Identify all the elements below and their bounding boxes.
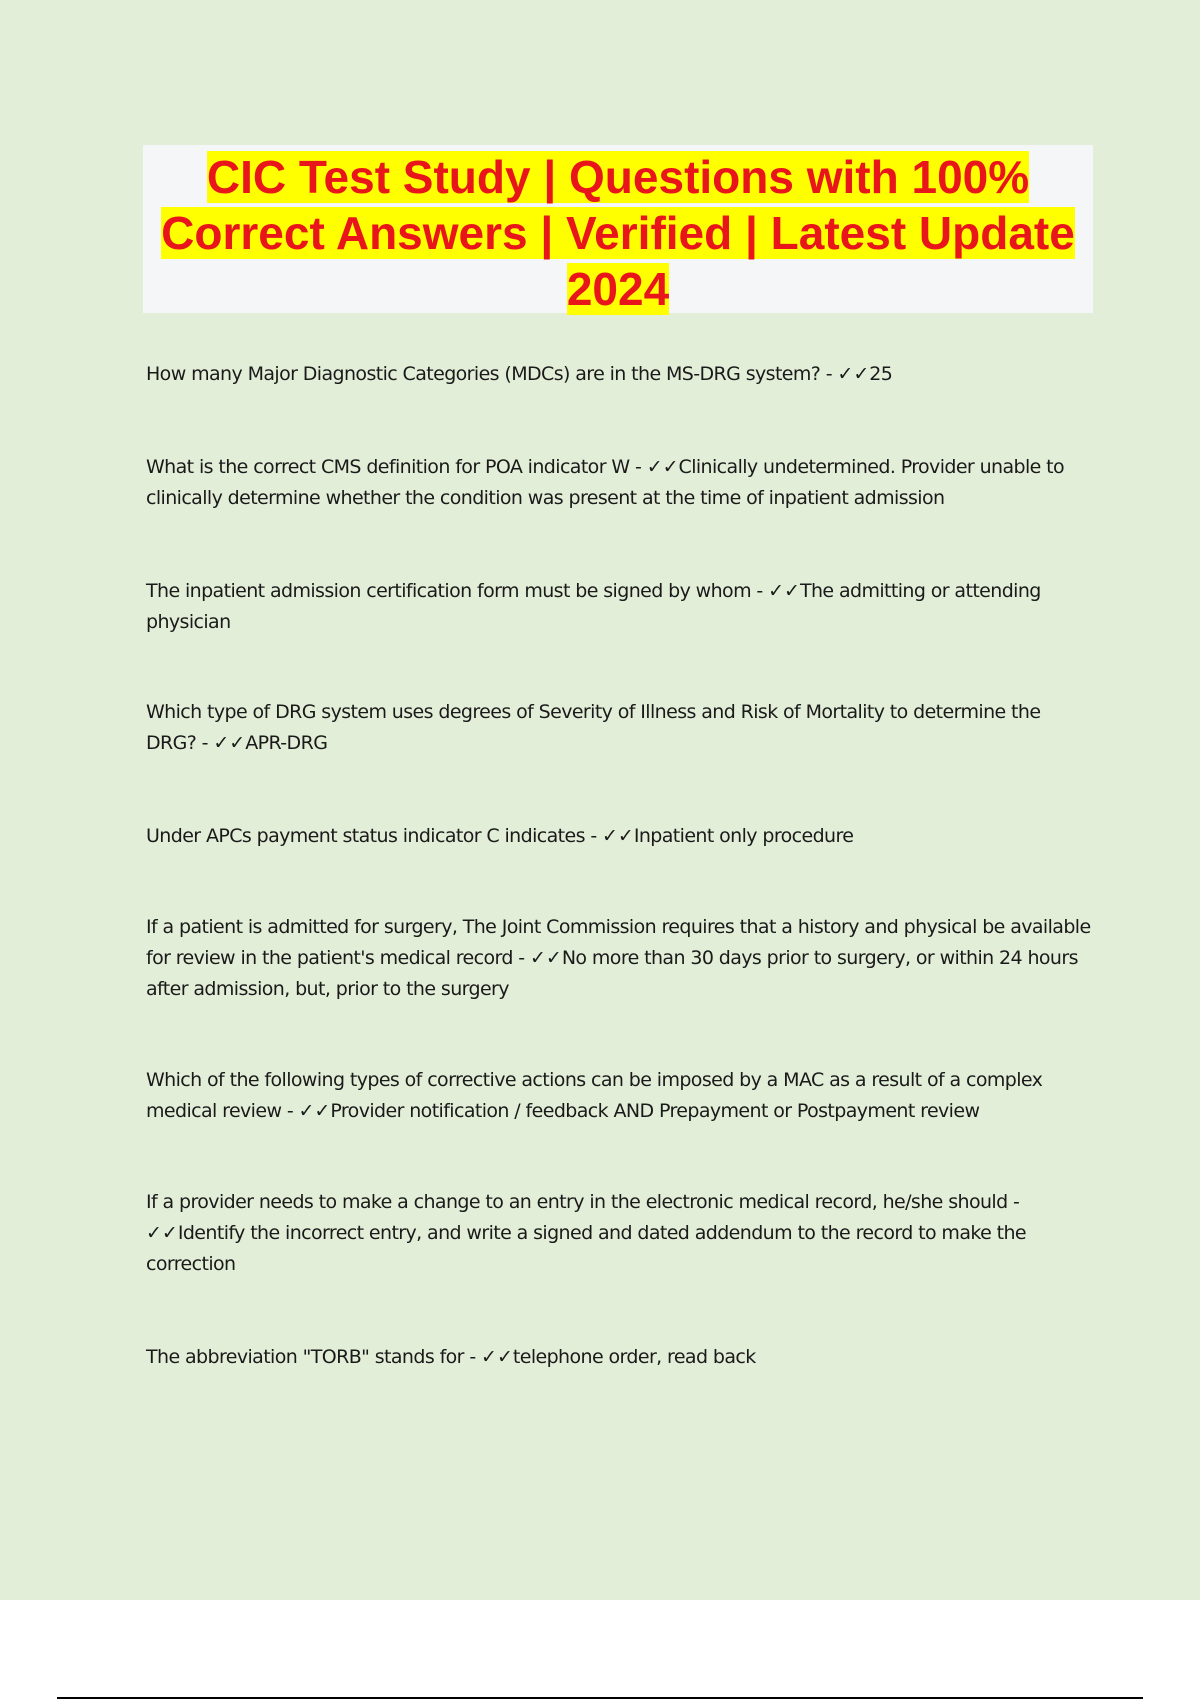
document-title <box>143 149 1093 317</box>
qa-item <box>146 1342 1096 1373</box>
qa-item <box>146 359 1096 390</box>
double-check-icon: ✓✓ <box>146 1222 178 1244</box>
double-check-icon: ✓✓ <box>837 363 870 385</box>
qa-item <box>146 1187 1096 1280</box>
double-check-icon: ✓✓ <box>529 947 562 969</box>
question-text: The abbreviation "TORB" stands for - <box>146 1346 482 1368</box>
double-check-icon: ✓✓ <box>646 456 679 478</box>
qa-item <box>146 912 1096 1005</box>
answer-text: Clinically undetermined. Provider unable to clinically determine whether the condition was present at the time of inpatient admission <box>146 456 1065 509</box>
question-text: What is the correct CMS definition for POA indicator W - <box>146 456 647 478</box>
double-check-icon: ✓✓ <box>481 1346 513 1368</box>
qa-item <box>146 576 1096 638</box>
answer-text: telephone order, read back <box>512 1346 756 1368</box>
qa-list <box>146 359 1096 1373</box>
answer-text: Provider notification / feedback AND Prepayment or Postpayment review <box>330 1100 980 1122</box>
answer-text: 25 <box>869 363 893 385</box>
question-text: Which type of DRG system uses degrees of Severity of Illness and Risk of Mortality to determine the DRG? - <box>146 701 1041 754</box>
answer-text: No more than 30 days prior to surgery, or within 24 hours after admission, but, prior to the surgery <box>146 947 1078 1000</box>
question-text: The inpatient admission certification form must be signed by whom - <box>146 580 769 602</box>
question-text: How many Major Diagnostic Categories (MDCs) are in the MS-DRG system? - <box>146 363 838 385</box>
double-check-icon: ✓✓ <box>298 1100 331 1122</box>
qa-item <box>146 1065 1096 1127</box>
double-check-icon: ✓✓ <box>602 825 634 847</box>
answer-text: APR-DRG <box>245 732 328 754</box>
bottom-divider <box>57 1697 1143 1699</box>
question-text: Under APCs payment status indicator C indicates - <box>146 825 603 847</box>
question-text: If a patient is admitted for surgery, The Joint Commission requires that a history and physical be available for review in the patient's medical record - <box>146 916 1091 969</box>
title-highlight: CIC Test Study | Questions with 100% Correct Answers | Verified | Latest Update 2024 <box>161 151 1075 315</box>
double-check-icon: ✓✓ <box>213 732 246 754</box>
answer-text: Identify the incorrect entry, and write a signed and dated addendum to the record to make the correction <box>146 1222 1027 1275</box>
question-text: If a provider needs to make a change to an entry in the electronic medical record, he/she should - <box>146 1191 1020 1213</box>
title-banner <box>143 145 1093 313</box>
answer-text: Inpatient only procedure <box>633 825 854 847</box>
qa-item <box>146 697 1096 759</box>
answer-text: The admitting or attending physician <box>146 580 1041 633</box>
question-text: Which of the following types of corrective actions can be imposed by a MAC as a result of a complex medical review - <box>146 1069 1043 1122</box>
qa-item <box>146 821 1096 852</box>
double-check-icon: ✓✓ <box>768 580 800 602</box>
qa-item <box>146 452 1096 514</box>
